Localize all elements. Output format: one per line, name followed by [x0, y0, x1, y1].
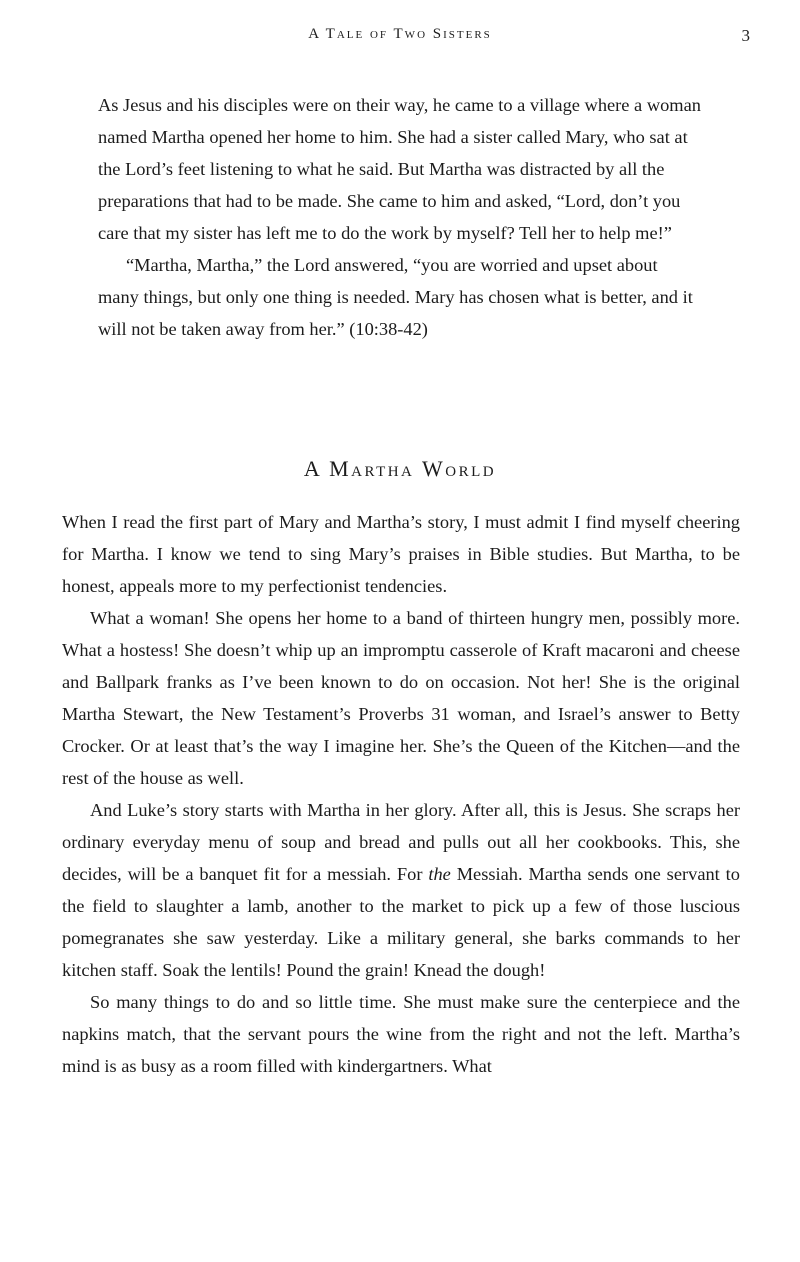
emphasis-text: the — [428, 864, 451, 884]
body-paragraph: What a woman! She opens her home to a band of thirteen hungry men, possibly more. What a hostess! She doesn’t whip up an impromptu casserole of Kraft macaroni and cheese and Ballpark franks as I’ve been known to do on occasion. Not her! She is the original Martha Stewart, the New Testament’s Proverbs 31 woman, and Israel’s answer to Betty Crocker. Or at least that’s the way I imagine her. She’s the Queen of the Kitchen—and the rest of the house as well. — [62, 608, 740, 788]
running-title: A Tale of Two Sisters — [308, 26, 492, 42]
body-text-run: Messiah. Martha sends one servant to the field to slaughter a lamb, another to the market to pick up a few of those luscious pomegranates she saw yesterday. Like a military general, she barks commands to her kitchen staff. Soak the lentils! Pound the grain! Knead the dough! — [62, 864, 740, 980]
section-heading: A Martha World — [303, 456, 497, 481]
body-text — [62, 506, 740, 1082]
quote-paragraph: “Martha, Martha,” the Lord answered, “you are worried and upset about many things, but only one thing is needed. Mary has chosen what is better, and it will not be taken away from her.” (10:38-42) — [98, 255, 693, 339]
body-paragraph: So many things to do and so little time. She must make sure the centerpiece and the napkins match, that the servant pours the wine from the right and not the left. Martha’s mind is as busy as a room filled with kindergartners. What — [62, 992, 740, 1076]
body-text-run: And Luke’s story starts with Martha in her glory. After all, this is Jesus. She scraps her ordinary everyday menu of soup and bread and pulls out all her cookbooks. This, she decides, will be a banquet fit for a messiah. For — [62, 800, 740, 884]
running-head — [0, 26, 800, 46]
quote-paragraph: As Jesus and his disciples were on their way, he came to a village where a woman named Martha opened her home to him. She had a sister called Mary, who sat at the Lord’s feet listening to what he said. But Martha was distracted by all the preparations that had to be made. She came to him and asked, “Lord, don’t you care that my sister has left me to do the work by myself? Tell her to help me!” — [98, 95, 701, 243]
scripture-quote — [98, 89, 703, 345]
body-paragraph: When I read the first part of Mary and Martha’s story, I must admit I find myself cheering for Martha. I know we tend to sing Mary’s praises in Bible studies. But Martha, to be honest, appeals more to my perfectionist tendencies. — [62, 512, 740, 596]
page-number: 3 — [741, 26, 750, 45]
body-paragraph — [62, 794, 740, 986]
